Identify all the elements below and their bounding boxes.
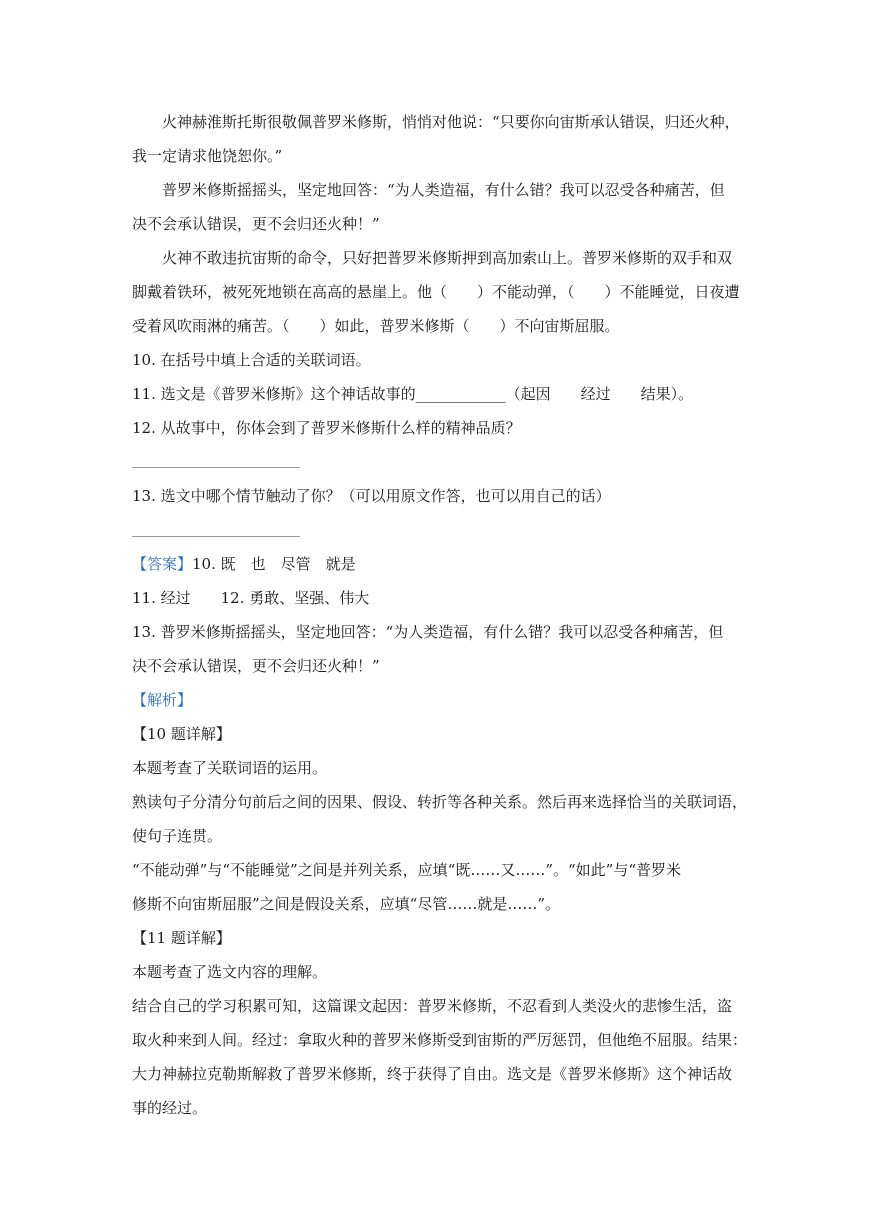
- analysis-text: 结合自己的学习积累可知，这篇课文起因：普罗米修斯，不忍看到人类没火的悲惨生活，盗: [132, 997, 733, 1015]
- analysis-text: 大力神赫拉克勒斯解救了普罗米修斯，终于获得了自由。选文是《普罗米修斯》这个神话故: [132, 1065, 733, 1083]
- answer-13: 13. 普罗米修斯摇摇头，坚定地回答：“为人类造福，有什么错？我可以忍受各种痛苦，但: [132, 623, 724, 641]
- analysis-text: 本题考查了关联词语的运用。: [132, 759, 328, 777]
- passage-line: 受着风吹雨淋的痛苦。（ ）如此，普罗米修斯（ ）不向宙斯屈服。: [132, 317, 620, 335]
- question-11: 11. 选文是《普罗米修斯》这个神话故事的____________（起因 经过 结果）。: [132, 385, 694, 403]
- analysis-text: 本题考查了选文内容的理解。: [132, 963, 328, 981]
- question-12: 12. 从故事中，你体会到了普罗米修斯什么样的精神品质？: [132, 419, 521, 437]
- answer-tag: 【答案】: [132, 555, 193, 573]
- passage-line: 火神赫淮斯托斯很敬佩普罗米修斯，悄悄对他说：“只要你向宙斯承认错误，归还火种，: [162, 113, 740, 131]
- section-heading-11: 【11 题详解】: [132, 929, 231, 947]
- passage-line: 普罗米修斯摇摇头，坚定地回答：“为人类造福，有什么错？我可以忍受各种痛苦，但: [162, 181, 725, 199]
- answer-13: 决不会承认错误，更不会归还火种！”: [132, 657, 380, 675]
- analysis-text: 熟读句子分清分句前后之间的因果、假设、转折等各种关系。然后再来选择恰当的关联词语，: [132, 793, 748, 811]
- passage-line: 我一定请求他饶恕你。”: [132, 147, 283, 165]
- analysis-text: “不能动弹”与“不能睡觉”之间是并列关系，应填“既……又……”。“如此”与“普罗米: [132, 861, 682, 879]
- answer-line: [132, 554, 356, 574]
- answer-blank-line: [132, 536, 300, 537]
- passage-line: 决不会承认错误，更不会归还火种！”: [132, 215, 380, 233]
- answer-11-12: 11. 经过 12. 勇敢、坚强、伟大: [132, 589, 370, 607]
- answer-10: 10. 既 也 尽管 就是: [192, 555, 356, 573]
- analysis-text: 修斯不向宙斯屈服”之间是假设关系，应填“尽管……就是……”。: [132, 895, 561, 913]
- analysis-text: 事的经过。: [132, 1099, 208, 1117]
- question-13: 13. 选文中哪个情节触动了你？（可以用原文作答，也可以用自己的话）: [132, 487, 611, 505]
- question-10: 10. 在括号中填上合适的关联词语。: [132, 351, 371, 369]
- analysis-text: 使句子连贯。: [132, 827, 223, 845]
- answer-blank-line: [132, 467, 300, 468]
- analysis-text: 取火种来到人间。经过：拿取火种的普罗米修斯受到宙斯的严厉惩罚，但他绝不屈服。结果：: [132, 1031, 748, 1049]
- analysis-tag: 【解析】: [132, 691, 193, 709]
- passage-line: 脚戴着铁环，被死死地锁在高高的悬崖上。他（ ）不能动弹，（ ）不能睡觉，日夜遭: [132, 283, 740, 301]
- section-heading-10: 【10 题详解】: [132, 725, 231, 743]
- passage-line: 火神不敢违抗宙斯的命令，只好把普罗米修斯押到高加索山上。普罗米修斯的双手和双: [162, 249, 733, 267]
